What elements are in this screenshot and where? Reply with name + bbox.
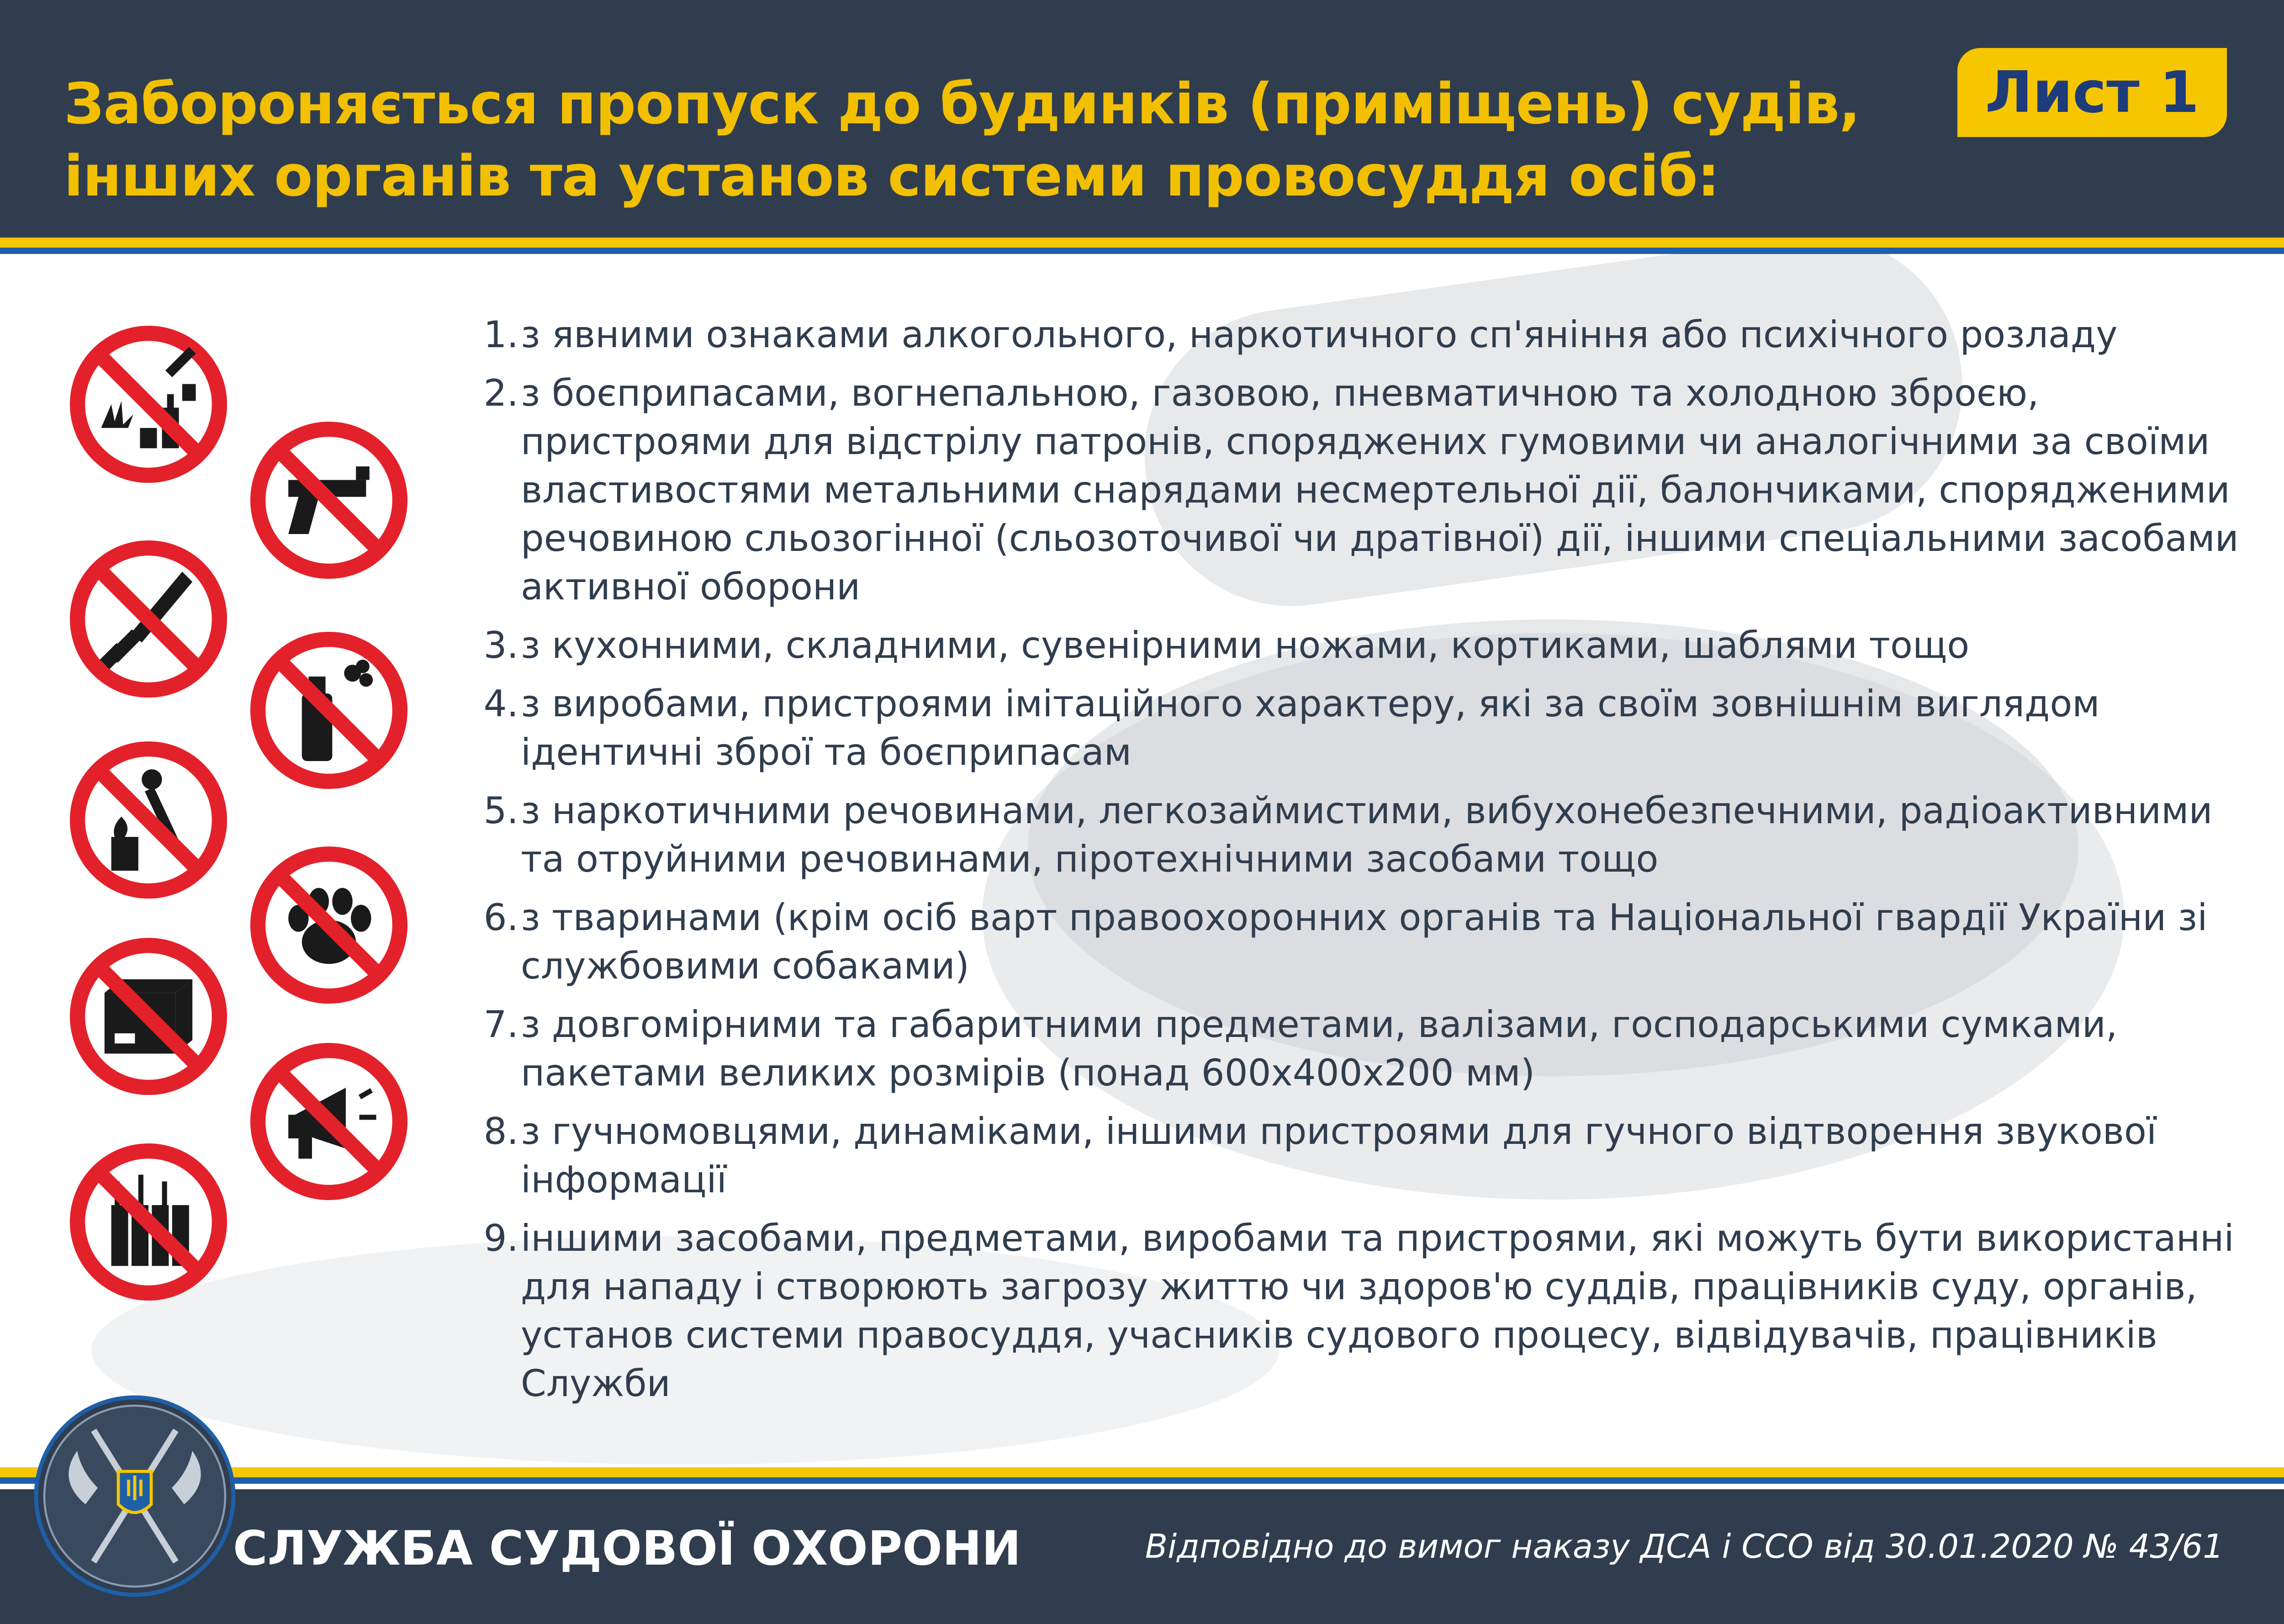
list-item-text: з наркотичними речовинами, легкозаймистими, вибухонебезпечними, радіоактивними та отруйними речовинами, піротехнічними засобами тощо (521, 789, 2213, 880)
list-item-number: 6. (483, 896, 518, 939)
no-knives-icon (64, 534, 233, 704)
list-item-text: з явними ознаками алкогольного, наркотичного сп'яніння або психічного розладу (521, 313, 2118, 356)
no-drugs-alcohol-icon (64, 320, 233, 489)
service-name: СЛУЖБА СУДОВОЇ ОХОРОНИ (233, 1521, 1021, 1576)
prohibition-icons (0, 0, 457, 1508)
list-item (475, 311, 2257, 359)
no-spray-icon (244, 626, 413, 795)
list-item-number: 4. (483, 682, 518, 725)
list-item-text: з довгомірними та габаритними предметами, валізами, господарськими сумками, пакетами великих розмірів (понад 600х400х200 мм) (521, 1003, 2118, 1094)
list-item (475, 1107, 2257, 1204)
no-fire-lighter-icon (64, 735, 233, 905)
list-item-number: 5. (483, 789, 518, 832)
list-item (475, 369, 2257, 611)
court-security-emblem-icon (32, 1393, 238, 1599)
no-firearms-icon (244, 416, 413, 585)
list-item-text: з боєприпасами, вогнепальною, газовою, пневматичною та холодною зброєю, пристроями для відстрілу патронів, споряджених гумовими чи аналогічними за своїми властивостями метальними снарядами несмертельної дії, балончиками, спорядженими речовиною сльозогінної (сльозоточивої чи дратівної) дії, іншими спеціальними засобами активної оборони (521, 372, 2239, 608)
title-line-1: Забороняється пропуск до будинків (приміщень) судів, (64, 72, 1860, 137)
list-item-number: 9. (483, 1217, 518, 1259)
list-item (475, 680, 2257, 777)
list-item (475, 1000, 2257, 1097)
no-explosives-icon (64, 1137, 233, 1307)
list-item-text: з виробами, пристроями імітаційного характеру, які за своїм зовнішнім виглядом ідентичні зброї та боєприпасам (521, 682, 2100, 773)
list-item-text: з тваринами (крім осіб варт правоохоронних органів та Національної гвардії України зі службовими собаками) (521, 896, 2208, 987)
no-animals-icon (244, 841, 413, 1010)
list-item (475, 1214, 2257, 1408)
no-large-items-icon (64, 932, 233, 1101)
list-item (475, 787, 2257, 883)
list-item-number: 7. (483, 1003, 518, 1046)
list-item-number: 2. (483, 372, 518, 414)
list-item-number: 8. (483, 1110, 518, 1153)
list-item-text: з кухонними, складними, сувенірними ножами, кортиками, шаблями тощо (521, 624, 1970, 667)
footer-blue-stripe (0, 1477, 2284, 1484)
list-item-text: іншими засобами, предметами, виробами та пристроями, які можуть бути використанні для нападу і створюють загрозу життю чи здоров'ю суддів, працівників суду, органів, установ системи правосуддя, учасників судового процесу, відвідувачів, працівників Служби (521, 1217, 2234, 1405)
no-loudspeaker-icon (244, 1037, 413, 1206)
list-item (475, 894, 2257, 990)
list-item-number: 3. (483, 624, 518, 667)
prohibited-persons-list (475, 311, 2257, 1418)
list-item-text: з гучномовцями, динаміками, іншими пристроями для гучного відтворення звукової інформації (521, 1110, 2157, 1201)
order-note: Відповідно до вимог наказу ДСА і ССО від 30.01.2020 № 43/61 (1145, 1527, 2224, 1566)
footer-yellow-stripe (0, 1467, 2284, 1477)
list-item (475, 621, 2257, 670)
list-item-number: 1. (483, 313, 518, 356)
sheet-label-badge: Лист 1 (1957, 48, 2227, 137)
title-line-2: інших органів та установ системи провосуддя осіб: (64, 144, 1719, 209)
